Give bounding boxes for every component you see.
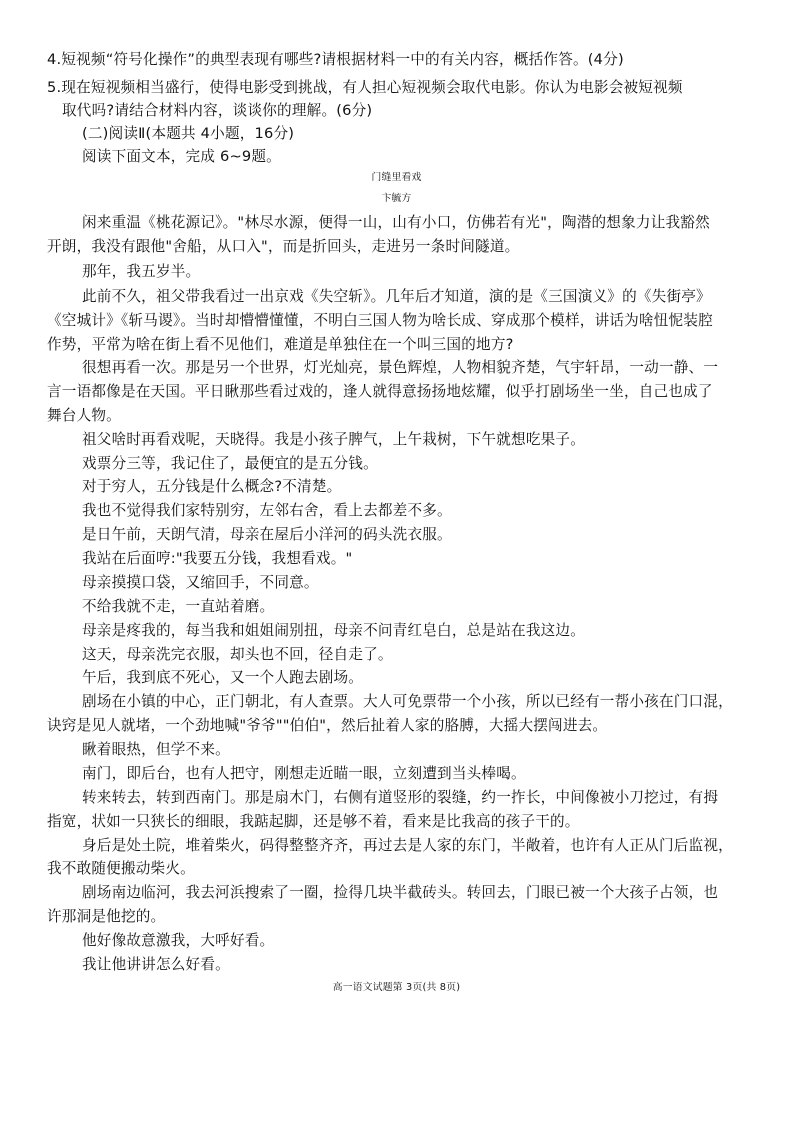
article-line: 瞅着眼热，但学不来。 [82,741,230,758]
article-line: 我站在后面哼:"我要五分钱，我想看戏。" [82,550,353,567]
article-line: 许那洞是他挖的。 [47,908,166,925]
article-line: 祖父啥时再看戏呢，天晓得。我是小孩子脾气，上午栽树，下午就想吃果子。 [82,431,585,448]
article-line: 他好像故意激我，大呼好看。 [82,932,275,949]
article-line: 戏票分三等，我记住了，最便宜的是五分钱。 [82,455,378,472]
question-5-line-2: 取代吗?请结合材料内容，谈谈你的理解。(6分) [62,102,373,119]
question-5-line-1: 5.现在短视频相当盛行，使得电影受到挑战，有人担心短视频会取代电影。你认为电影会被短视频 [47,79,683,96]
article-line: 此前不久，祖父带我看过一出京戏《失空斩》。几年后才知道，演的是《三国演义》的《失街亭》 [82,288,711,305]
article-author: 卞毓方 [381,193,412,204]
article-line: 对于穷人，五分钱是什么概念?不清楚。 [82,478,342,495]
page-footer: 高一语文试题第 3页(共 8页) [332,982,461,993]
article-line: 舞台人物。 [47,407,121,424]
reading-instruction: 阅读下面文本，完成 6~9题。 [82,148,281,165]
article-line: 这天，母亲洗完衣服，却头也不回，径自走了。 [82,646,393,663]
article-line: 开朗，我没有跟他"舍船，从口入"，而是折回头，走进另一条时间隧道。 [47,238,520,255]
article-line: 指宽，状如一只狭长的细眼，我踮起脚，还是够不着，看来是比我高的孩子干的。 [47,813,580,830]
article-line: 我不敢随便搬动柴火。 [47,860,195,877]
article-line: 很想再看一次。那是另一个世界，灯光灿亮，景色辉煌，人物相貌齐楚，气宇轩昂，一动一静、一 [82,359,719,376]
article-line: 那年，我五岁半。 [82,263,201,280]
section-heading: (二)阅读Ⅱ(本题共 4小题，16分) [82,125,295,142]
article-line: 是日午前，天朗气清，母亲在屋后小洋河的码头洗衣服。 [82,526,452,543]
article-line: 不给我就不走，一直站着磨。 [82,598,275,615]
question-4: 4.短视频“符号化操作”的典型表现有哪些?请根据材料一中的有关内容，概括作答。(4分) [47,51,624,68]
article-line: 南门，即后台，也有人把守，刚想走近瞄一眼，立刻遭到当头棒喝。 [82,765,526,782]
article-line: 闲来重温《桃花源记》。"林尽水源，便得一山，山有小口，仿佛若有光"，陶潜的想象力让我豁然 [82,214,710,231]
article-line: 我让他讲讲怎么好看。 [82,956,230,973]
article-line: 我也不觉得我们家特别穷，左邻右舍，看上去都差不多。 [82,502,452,519]
article-line: 剧场南边临河，我去河浜搜索了一圈，捡得几块半截砖头。转回去，门眼已被一个大孩子占领，也 [82,884,719,901]
article-line: 《空城计》《斩马谡》。当时却懵懵懂懂，不明白三国人物为啥长成、穿成那个模样，讲话为啥忸怩装腔 [47,312,713,329]
article-line: 诀窍是见人就堵，一个劲地喊"爷爷""伯伯"，然后扯着人家的胳膊，大摇大摆闯进去。 [47,717,608,734]
article-line: 母亲是疼我的，每当我和姐姐闹别扭，母亲不问青红皂白，总是站在我这边。 [82,622,585,639]
article-line: 午后，我到底不死心，又一个人跑去剧场。 [82,669,364,686]
article-title: 门缝里看戏 [371,172,422,183]
article-line: 转来转去，转到西南门。那是扇木门，右侧有道竖形的裂缝，约一拃长，中间像被小刀挖过，有拇 [82,789,719,806]
article-line: 言一语都像是在天国。平日瞅那些看过戏的，逢人就得意扬扬地炫耀，似乎打剧场坐一坐，自己也成了 [47,383,713,400]
article-line: 剧场在小镇的中心，正门朝北，有人查票。大人可免票带一个小孩，所以已经有一帮小孩在门口混， [82,693,733,710]
article-line: 作势，平常为啥在街上看不见他们，难道是单独住在一个叫三国的地方? [47,336,514,353]
article-line: 母亲摸摸口袋，又缩回手，不同意。 [82,574,319,591]
article-line: 身后是处土院，堆着柴火，码得整整齐齐，再过去是人家的东门，半敞着，也许有人正从门后监视， [82,837,733,854]
